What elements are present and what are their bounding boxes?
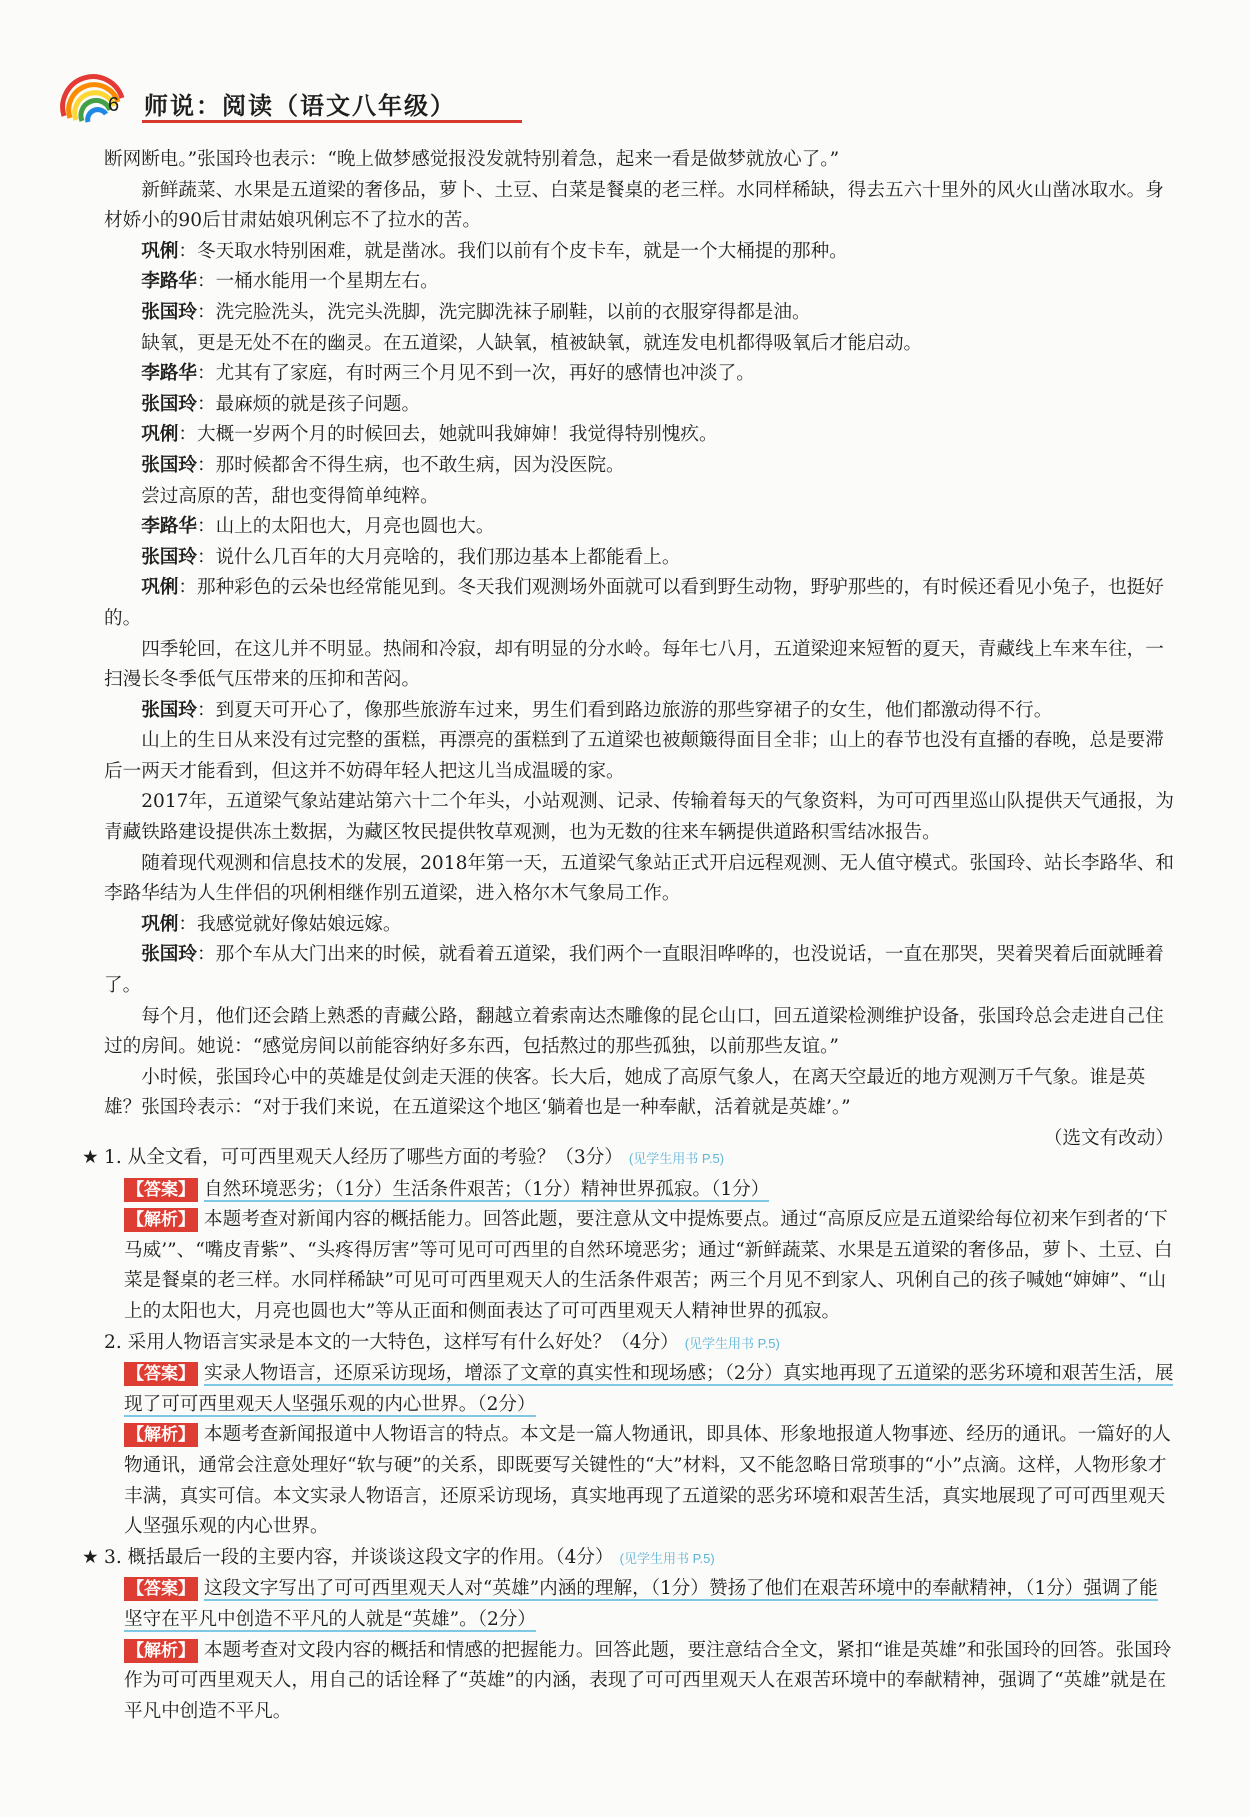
analysis-block [124, 1636, 1174, 1728]
paragraph-text: ：那种彩色的云朵也经常能见到。冬天我们观测场外面就可以看到野生动物，野驴那些的，有时候还看见小兔子，也挺好的。 [104, 577, 1164, 629]
paragraph-text: 小时候，张国玲心中的英雄是仗剑走天涯的侠客。长大后，她成了高原气象人，在离天空最近的地方观测万千气象。谁是英雄？张国玲表示：“对于我们来说，在五道梁这个地区‘躺着也是一种奉献，活着就是英雄’。” [104, 1066, 1146, 1119]
page-header [58, 58, 478, 128]
analysis-block [124, 1420, 1174, 1542]
analysis-block [124, 1205, 1174, 1327]
paragraph-text: ：到夏天可开心了，像那些旅游车过来，男生们看到路边旅游的那些穿裙子的女生，他们都激动得不行。 [196, 699, 1053, 721]
article-paragraph [104, 298, 1174, 329]
page-header-title: 师说：阅读（语文八年级） [144, 91, 456, 120]
answer-label: 【答案】 [124, 1577, 198, 1601]
article-paragraph [104, 451, 1174, 482]
paragraph-text: ：那时候都舍不得生病，也不敢生病，因为没医院。 [196, 454, 625, 476]
paragraph-text: 断网断电。”张国玲也表示：“晚上做梦感觉报没发就特别着急，起来一看是做梦就放心了。” [104, 149, 840, 170]
star-marker: ★ [82, 1147, 99, 1168]
article-paragraph [104, 910, 1174, 941]
header-underline [142, 120, 522, 123]
speaker-name: 张国玲 [141, 301, 197, 323]
star-marker: ★ [82, 1546, 99, 1568]
paragraph-text: ：那个车从大门出来的时候，就看着五道梁，我们两个一直眼泪哗哗的，也没说话，一直在那哭，哭着哭着后面就睡着了。 [104, 944, 1164, 997]
question-item [82, 1543, 1174, 1575]
article-paragraph [104, 573, 1174, 634]
paragraph-text: 新鲜蔬菜、水果是五道梁的奢侈品，萝卜、土豆、白菜是餐桌的老三样。水同样稀缺，得去五六十里外的风火山凿冰取水。身材娇小的90后甘肃姑娘巩俐忘不了拉水的苦。 [104, 179, 1164, 232]
rainbow-icon [58, 58, 128, 128]
source-note: （选文有改动） [1043, 1128, 1174, 1149]
answer-block [124, 1574, 1174, 1635]
speaker-name: 巩俐 [141, 240, 179, 262]
article-paragraph [104, 420, 1174, 451]
reference-note: (见学生用书 P.5) [628, 1151, 725, 1166]
article-paragraph [104, 482, 1174, 513]
article-paragraph [104, 176, 1174, 237]
article-paragraph [104, 635, 1174, 696]
paragraph-text: ：说什么几百年的大月亮啥的，我们那边基本上都能看上。 [196, 546, 681, 568]
article-paragraph [104, 1002, 1174, 1063]
paragraph-text: 每个月，他们还会踏上熟悉的青藏公路，翻越立着索南达杰雕像的昆仑山口，回五道梁检测维护设备，张国玲总会走进自己住过的房间。她说：“感觉房间以前能容纳好多东西，包括熬过的那些孤独，以前那些友谊。” [104, 1005, 1164, 1058]
article-paragraph [104, 329, 1174, 360]
answer-text: 自然环境恶劣；（1分）生活条件艰苦；（1分）精神世界孤寂。（1分） [204, 1178, 770, 1200]
paragraph-text: 随着现代观测和信息技术的发展，2018年第一天，五道梁气象站正式开启远程观测、无人值守模式。张国玲、站长李路华、和李路华结为人生伴侣的巩俐相继作别五道梁，进入格尔木气象局工作。 [104, 852, 1174, 905]
article-paragraph [104, 390, 1174, 421]
paragraph-text: ：洗完脸洗头，洗完头洗脚，洗完脚洗袜子刷鞋，以前的衣服穿得都是油。 [196, 301, 811, 323]
speaker-name: 张国玲 [141, 546, 197, 568]
question-section [82, 1143, 1174, 1727]
analysis-label: 【解析】 [124, 1423, 198, 1447]
speaker-name: 巩俐 [141, 913, 179, 935]
article-paragraph [104, 696, 1174, 727]
speaker-name: 李路华 [141, 271, 197, 293]
analysis-text: 本题考查对新闻内容的概括能力。回答此题，要注意从文中提炼要点。通过“高原反应是五道梁给每位初来乍到者的‘下马威’”、“嘴皮青紫”、“头疼得厉害”等可见可可西里的自然环境恶劣；通过“新鲜蔬菜、水果是五道梁的奢侈品，萝卜、土豆、白菜是餐桌的老三样。水同样稀缺”可见可可西里观天人的生活条件艰苦；两三个月见不到家人、巩俐自己的孩子喊她“婶婶”、“山上的太阳也大，月亮也圆也大”等从正面和侧面表达了可可西里观天人精神世界的孤寂。 [124, 1209, 1173, 1322]
answer-label: 【答案】 [124, 1362, 198, 1386]
reference-note: (见学生用书 P.5) [684, 1335, 780, 1351]
answer-block [124, 1359, 1174, 1420]
article-paragraph [104, 940, 1174, 1001]
article-paragraphs [104, 145, 1174, 1124]
article-paragraph [104, 359, 1174, 390]
paragraph-text: 缺氧，更是无处不在的幽灵。在五道梁，人缺氧，植被缺氧，就连发电机都得吸氧后才能启动。 [141, 332, 923, 354]
article-paragraph [104, 787, 1174, 848]
speaker-name: 张国玲 [141, 944, 197, 966]
question-prompt: 3. 概括最后一段的主要内容，并谈谈这段文字的作用。（4分） [104, 1546, 614, 1568]
article-paragraph [104, 267, 1174, 298]
analysis-label: 【解析】 [124, 1639, 198, 1663]
article-paragraph [104, 849, 1174, 910]
answer-text: 实录人物语言，还原采访现场，增添了文章的真实性和现场感；（2分）真实地再现了五道梁的恶劣环境和艰苦生活，展现了可可西里观天人坚强乐观的内心世界。（2分） [124, 1363, 1174, 1415]
paragraph-text: ：一桶水能用一个星期左右。 [196, 271, 439, 293]
paragraph-text: 山上的生日从来没有过完整的蛋糕，再漂亮的蛋糕到了五道梁也被颠簸得面目全非；山上的春节也没有直播的春晚，总是要滞后一两天才能看到，但这并不妨碍年轻人把这儿当成温暖的家。 [104, 730, 1164, 782]
paragraph-text: ：冬天取水特别困难，就是凿冰。我们以前有个皮卡车，就是一个大桶提的那种。 [178, 240, 848, 262]
article-paragraph [104, 726, 1174, 787]
page-number: 6 [108, 94, 120, 116]
paragraph-text: 尝过高原的苦，甜也变得简单纯粹。 [141, 485, 439, 507]
paragraph-text: 四季轮回，在这儿并不明显。热闹和冷寂，却有明显的分水岭。每年七八月，五道梁迎来短暂的夏天，青藏线上车来车往，一扫漫长冬季低气压带来的压抑和苦闷。 [104, 638, 1164, 691]
paragraph-text: ：山上的太阳也大，月亮也圆也大。 [196, 516, 495, 538]
article-body [104, 145, 1174, 1155]
speaker-name: 巩俐 [141, 424, 179, 446]
article-paragraph [104, 543, 1174, 574]
article-paragraph [104, 1063, 1174, 1124]
paragraph-text: ：尤其有了家庭，有时两三个月见不到一次，再好的感情也冲淡了。 [196, 363, 755, 385]
reference-note: (见学生用书 P.5) [619, 1550, 715, 1566]
question-prompt: 1. 从全文看，可可西里观天人经历了哪些方面的考验？（3分） [104, 1147, 623, 1168]
question-prompt: 2. 采用人物语言实录是本文的一大特色，这样写有什么好处？（4分） [104, 1331, 679, 1353]
question-item [82, 1328, 1174, 1360]
speaker-name: 李路华 [141, 516, 197, 538]
analysis-label: 【解析】 [124, 1208, 198, 1232]
article-paragraph [104, 145, 1174, 176]
analysis-text: 本题考查对文段内容的概括和情感的把握能力。回答此题，要注意结合全文，紧扣“谁是英雄”和张国玲的回答。张国玲作为可可西里观天人，用自己的话诠释了“英雄”的内涵，表现了可可西里观天人在艰苦环境中的奉献精神，强调了“英雄”就是在平凡中创造不平凡。 [124, 1639, 1172, 1722]
speaker-name: 张国玲 [141, 393, 197, 415]
question-item [82, 1143, 1174, 1175]
answer-label: 【答案】 [124, 1178, 198, 1202]
answer-block [124, 1175, 1174, 1206]
paragraph-text: ：大概一岁两个月的时候回去，她就叫我婶婶！我觉得特别愧疚。 [178, 424, 718, 446]
speaker-name: 张国玲 [141, 699, 197, 721]
paragraph-text: ：最麻烦的就是孩子问题。 [196, 393, 421, 415]
answer-text: 这段文字写出了可可西里观天人对“英雄”内涵的理解，（1分）赞扬了他们在艰苦环境中的奉献精神，（1分）强调了能坚守在平凡中创造不平凡的人就是“英雄”。（2分） [124, 1578, 1158, 1630]
analysis-text: 本题考查新闻报道中人物语言的特点。本文是一篇人物通讯，即具体、形象地报道人物事迹、经历的通讯。一篇好的人物通讯，通常会注意处理好“软与硬”的关系，即既要写关键性的“大”材料，又不能忽略日常琐事的“小”点滴。这样，人物形象才丰满，真实可信。本文实录人物语言，还原采访现场，真实地再现了五道梁的恶劣环境和艰苦生活，真实地展现了可可西里观天人坚强乐观的内心世界。 [124, 1424, 1171, 1538]
paragraph-text: 2017年，五道梁气象站建站第六十二个年头，小站观测、记录、传输着每天的气象资料，为可可西里巡山队提供天气通报，为青藏铁路建设提供冻土数据，为藏区牧民提供牧草观测，也为无数的往来车辆提供道路积雪结冰报告。 [104, 791, 1174, 844]
article-paragraph [104, 237, 1174, 268]
speaker-name: 巩俐 [141, 577, 179, 599]
speaker-name: 李路华 [141, 363, 197, 385]
article-paragraph [104, 512, 1174, 543]
paragraph-text: ：我感觉就好像姑娘远嫁。 [178, 913, 402, 935]
speaker-name: 张国玲 [141, 454, 197, 476]
